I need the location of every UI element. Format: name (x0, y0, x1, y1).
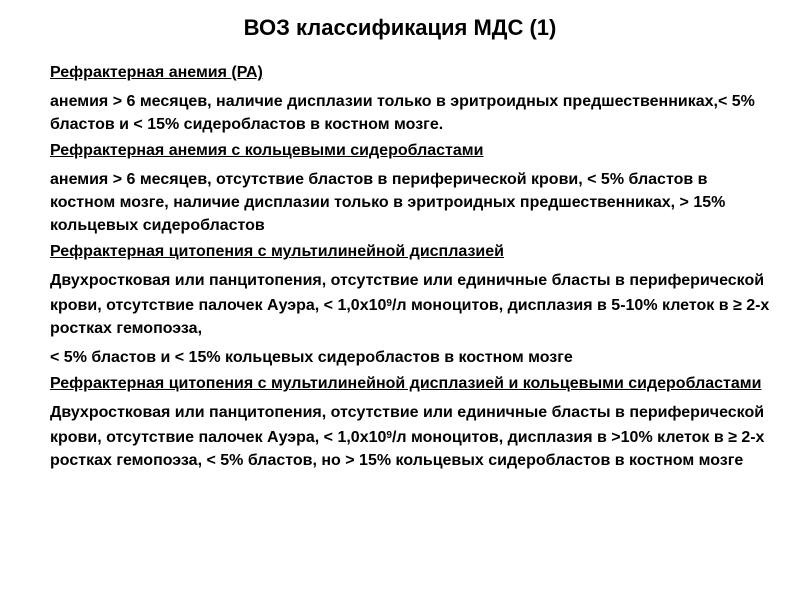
exponent: 9 (386, 430, 392, 441)
section-heading: Рефрактерная анемия с кольцевыми сидеробластами (50, 142, 484, 159)
section-refractory-anemia-ringed-sideroblasts (50, 140, 770, 237)
body-text-post: /л моноцитов, дисплазия в 5-10% клеток в ≥ 2-х ростках гемопоэза, (50, 297, 770, 337)
section-body-text (50, 401, 770, 472)
section-body (50, 269, 770, 369)
section-refractory-cytopenia-multilineage (50, 241, 770, 369)
section-body-text (50, 269, 770, 340)
slide-title: ВОЗ классификация МДС (1) (243, 15, 557, 40)
section-body-extra: < 5% бластов и < 15% кольцевых сидеробластов в костном мозге (50, 349, 573, 366)
section-refractory-anemia (50, 62, 770, 136)
body-text-post: /л моноцитов, дисплазия в >10% клеток в ≥ 2-х ростках гемопоэза, < 5% бластов, но > 15% кольцевых сидеробластов в костном мозге (50, 429, 765, 469)
section-refractory-cytopenia-multilineage-ringed-sideroblasts (50, 373, 770, 472)
exponent: 9 (386, 298, 392, 309)
slide-content (50, 62, 770, 476)
section-body (50, 401, 770, 472)
section-heading: Рефрактерная цитопения с мультилинейной дисплазией (50, 243, 504, 260)
body-text-pre: Двухростковая или панцитопения, отсутствие или единичные бласты в периферической крови, отсутствие палочек Ауэра, < 1,0х10 (50, 272, 765, 314)
section-heading: Рефрактерная анемия (РА) (50, 64, 263, 81)
section-heading: Рефрактерная цитопения с мультилинейной дисплазией и кольцевыми сидеробластами (50, 375, 762, 392)
section-body (50, 168, 770, 237)
section-body-text: анемия > 6 месяцев, отсутствие бластов в периферической крови, < 5% бластов в костном мозге, наличие дисплазии только в эритроидных предшественниках, > 15% кольцевых сидеробластов (50, 171, 726, 234)
section-body (50, 90, 770, 136)
section-body-text: анемия > 6 месяцев, наличие дисплазии только в эритроидных предшественниках,< 5% бластов и < 15% сидеробластов в костном мозге. (50, 93, 755, 133)
body-text-pre: Двухростковая или панцитопения, отсутствие или единичные бласты в периферической крови, отсутствие палочек Ауэра, < 1,0х10 (50, 404, 765, 446)
